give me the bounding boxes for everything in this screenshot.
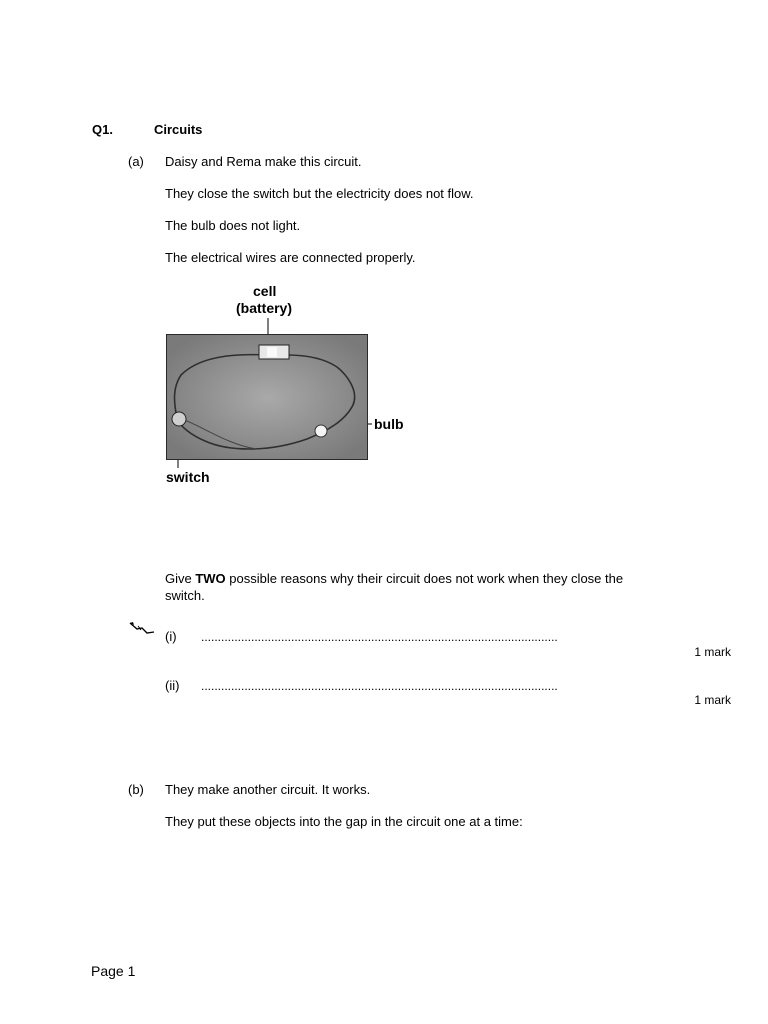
question-number: Q1. (92, 122, 113, 137)
part-b-line-1: They make another circuit. It works. (165, 782, 371, 797)
cell-label-line1: cell (253, 283, 277, 299)
bulb-shape (315, 425, 327, 437)
bulb-label: bulb (374, 416, 404, 432)
page-number: Page 1 (91, 963, 136, 979)
part-a-prompt-line2: switch. (165, 588, 205, 603)
cell-label-line2: (battery) (236, 300, 293, 316)
circuit-photo (166, 334, 368, 460)
part-a-line-2: They close the switch but the electricity does not flow. (165, 186, 474, 201)
part-a-prompt (165, 570, 675, 587)
answer-i-line[interactable]: ........................................................................................................... (201, 630, 558, 644)
answer-ii-label: (ii) (165, 678, 180, 693)
prompt-after: possible reasons why their circuit does not work when they close the (225, 571, 624, 586)
part-b-label: (b) (128, 782, 144, 797)
part-a-line-3: The bulb does not light. (165, 218, 301, 233)
answer-ii-line[interactable]: ........................................................................................................... (201, 679, 558, 693)
answer-ii-mark: 1 mark (694, 693, 731, 707)
prompt-emphasis: TWO (195, 571, 226, 586)
part-b-line-2: They put these objects into the gap in the circuit one at a time: (165, 814, 523, 829)
part-a-label: (a) (128, 154, 144, 169)
pencil-icon (128, 620, 158, 638)
part-a-line-1: Daisy and Rema make this circuit. (165, 154, 362, 169)
switch-shape (172, 412, 186, 426)
part-a-line-4: The electrical wires are connected properly. (165, 250, 416, 265)
answer-i-label: (i) (165, 629, 177, 644)
prompt-before: Give (165, 571, 196, 586)
question-title: Circuits (154, 122, 203, 137)
switch-label: switch (166, 469, 210, 485)
answer-i-mark: 1 mark (694, 645, 731, 659)
